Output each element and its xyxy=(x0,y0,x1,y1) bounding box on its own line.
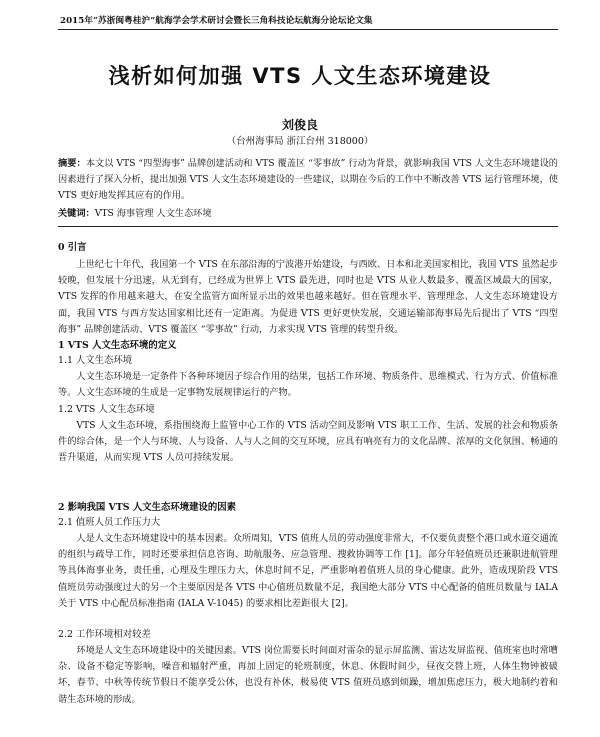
subsection-heading: 2.1 值班人员工作压力大 xyxy=(58,517,161,528)
section-body: 人文生态环境是一定条件下各种环境因子综合作用的结果，包括工作环境、物质条件、思维模式、行为方式、价值标准等。人文生态环境的生成是一定事物发展规律运行的产物。 xyxy=(58,371,558,399)
abstract-rule xyxy=(58,226,558,227)
abstract xyxy=(58,156,558,205)
section-heading: 0 引言 xyxy=(58,242,87,253)
paper-title: 浅析如何加强 VTS 人文生态环境建设 xyxy=(108,64,492,88)
section-body: 人是人文生态环境建设中的基本因素。众所周知，VTS 值班人员的劳动强度非常大，不仅要负责整个港口或水道交通流的组织与疏导工作，同时还要承担信息咨询、助航服务、应急管理、搜救协调等工作 [1]。部分年轻值班员还兼职进航管理等具体海事业务，责任重，心理及生理压力大，休息时间不足，严重影响着值班人员的身心健康。此外，造成现阶段 VTS 值班员劳动强度过大的另一个主要原因是各 VTS 中心值班员数量不足，我国绝大部分 VTS 中心配备的值班员数量与 IALA 关于 VTS 中心配员标准指南 (IALA V-1045) 的要求相比差距很大 [2]。 xyxy=(58,533,558,609)
subsection-heading: 1.2 VTS 人文生态环境 xyxy=(58,404,155,415)
abstract-label: 摘要： xyxy=(58,158,86,169)
author-name: 刘俊良 xyxy=(281,118,318,132)
subsection-heading: 1.1 人文生态环境 xyxy=(58,355,133,366)
keywords-text: VTS 海事管理 人文生态环境 xyxy=(94,208,212,219)
header-rule xyxy=(58,29,558,30)
section-heading: 1 VTS 人文生态环境的定义 xyxy=(58,340,177,351)
section-body: 环境是人文生态环境建设中的关键因素。VTS 岗位需要长时间面对雷杂的显示屏监测、雷达发屏监视、值班室也时常嘈杂、设备不稳定等影响，噪音和辐射严重，再加上固定的轮班制度，休息、休假时间少，昼夜交替上班，人体生物钟被破坏，春节、中秋等传统节假日不能享受公休，也没有补休，极易使 VTS 值班员感到烦躁，增加焦虑压力，极大地制约着和谐生态环境的形成。 xyxy=(58,645,558,705)
keywords xyxy=(58,206,558,222)
author-affiliation: （台州海事局 浙江台州 318000） xyxy=(226,136,374,147)
keywords-label: 关键词： xyxy=(58,208,95,219)
subsection-heading: 2.2 工作环境相对较差 xyxy=(58,629,151,640)
abstract-text: 本文以 VTS “四型海事” 品牌创建活动和 VTS 覆盖区 “零事故” 行动为背景，就影响我国 VTS 人文生态环境建设的因素进行了探入分析，提出加强 VTS 人文生态环境建设的一些建议，以期在今后的工作中不断改善 VTS 运行管理环境，使 VTS 更好地发挥其应有的作用。 xyxy=(58,158,558,202)
section-heading: 2 影响我国 VTS 人文生态环境建设的因素 xyxy=(58,502,236,513)
section-body: 上世纪七十年代，我国第一个 VTS 在东部沿海的宁波港开始建设，与西欧、日本和北美国家相比，我国 VTS 虽然起步较晚，但发展十分迅速，从无到有，已经成为世界上 VTS 最先进，同时也是 VTS 从业人数最多、覆盖区域最大的国家，VTS 发挥的作用越来越大，在安全监管方面所显示出的效果也越来越好。但在管理水平、管理理念、人文生态环境建设方面，我国 VTS 与西方发达国家相比还有一定距离。为促进 VTS 更好更快发展，交通运输部海事局先后提出了 VTS “四型海事” 品牌创建活动、VTS 覆盖区 “零事故” 行动，力求实现 VTS 管理的转型升级。 xyxy=(58,259,558,335)
section-body: VTS 人文生态环境，系指围绕海上监管中心工作的 VTS 活动空间及影响 VTS 职工工作、生活、发展的社会和物质条件的综合体，是一个人与环境、人与设备、人与人之间的交互环境，应具有响亮有力的文化品牌、浓厚的文化氛围、畅通的晋升渠道，从而实现 VTS 人员可持续发展。 xyxy=(58,420,558,464)
running-header: 2015年“苏浙闽粤桂沪”航海学会学术研讨会暨长三角科技论坛航海分论坛论文集 xyxy=(60,16,373,26)
